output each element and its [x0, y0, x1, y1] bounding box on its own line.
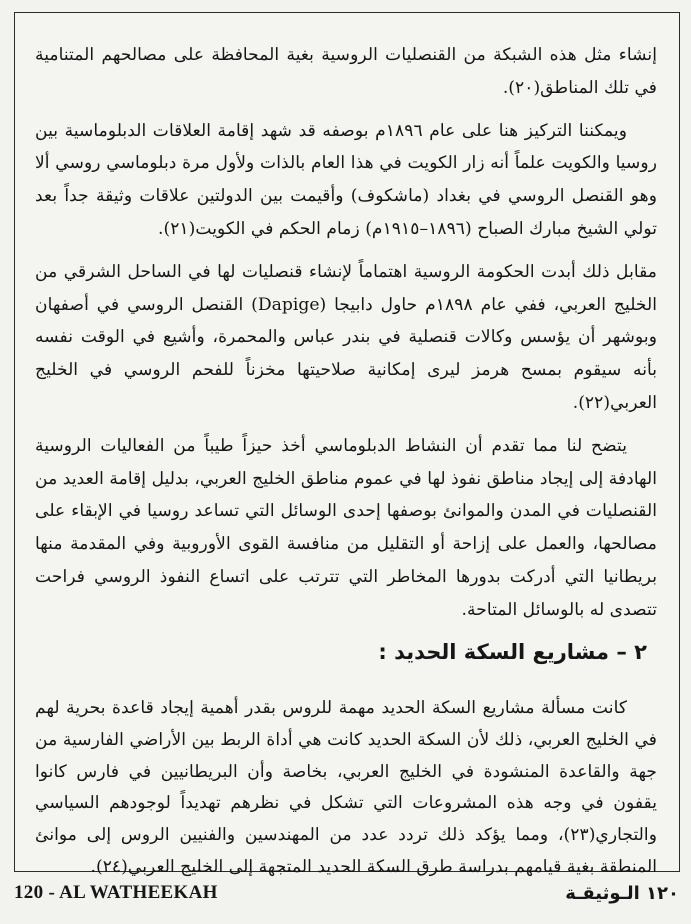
- footer-journal-page: 120 - AL WATHEEKAH: [14, 882, 218, 903]
- paragraph-1: إنشاء مثل هذه الشبكة من القنصليات الروسية بغية المحافظة على مصالحهم المتنامية في تلك المناطق(٢٠).: [35, 45, 657, 98]
- page-footer: [14, 876, 679, 910]
- page-frame: [14, 12, 680, 877]
- section-body: [35, 693, 657, 884]
- section-heading: ٢ – مشاريع السكة الحديد :: [378, 640, 647, 664]
- paragraph-2: ويمكننا التركيز هنا على عام ١٨٩٦م بوصفه قد شهد إقامة العلاقات الدبلوماسية بين روسيا والكويت علماً أنه زار الكويت في هذا العام بالذات ولأول مرة دبلوماسي روسي ألا وهو القنصل الروسي في بغداد (ماشكوف) وأقيمت بين الدولتين علاقات وثيقة جداً بعد تولي الشيخ مبارك الصباح (١٨٩٦–١٩١٥م) زمام الحكم في الكويت(٢١).: [35, 120, 657, 239]
- section-paragraph-1: كانت مسألة مشاريع السكة الحديد مهمة للروس بقدر أهمية إيجاد قاعدة بحرية لهم في الخليج العربي، ذلك لأن السكة الحديد كانت هي أداة الربط بين الأراضي الفارسية من جهة والقاعدة المنشودة في الخليج العربي، بخاصة وأن البريطانيين في فارس كانوا يقفون في وجه هذه المشروعات التي تشكل في نظرهم تهديداً لوجودهم السياسي والتجاري(٢٣)، ومما يؤكد ذلك تردد عدد من المهندسين والفنيين الروس إلى موانئ المنطقة بغية قيامهم بدراسة طرق السكة الحديد المتجهة إلى الخليج العربي(٢٤).: [35, 698, 657, 877]
- footer-journal-page-arabic: ١٢٠ الـوثيقـة: [565, 882, 679, 904]
- body-text: [35, 39, 657, 637]
- paragraph-3: مقابل ذلك أبدت الحكومة الروسية اهتماماً لإنشاء قنصليات لها في الساحل الشرقي من الخليج العربي، ففي عام ١٨٩٨م حاول دابيجا (Dapige) القنصل الروسي في أصفهان وبوشهر أن يؤسس وكالات قنصلية في بندر عباس والمحمرة، وأشيع في الوقت نفسه بأنه سيقوم بمسح هرمز ليرى إمكانية صلاحيتها مخزناً للفحم الروسي في الخليج العربي(٢٢).: [35, 261, 657, 413]
- paragraph-4: يتضح لنا مما تقدم أن النشاط الدبلوماسي أخذ حيزاً طيباً من الفعاليات الروسية الهادفة إلى إيجاد مناطق نفوذ لها في عموم مناطق الخليج العربي، بدليل إقامة العديد من القنصليات في المدن والموانئ بوصفها إحدى الوسائل التي تساعد روسيا في الإبقاء على مصالحها، والعمل على إزاحة أو التقليل من منافسة القوى الأوروبية وفي المقدمة منها بريطانيا التي أدركت بدورها المخاطر التي تترتب على اتساع النفوذ الروسي فراحت تتصدى له بالوسائل المتاحة.: [35, 435, 657, 620]
